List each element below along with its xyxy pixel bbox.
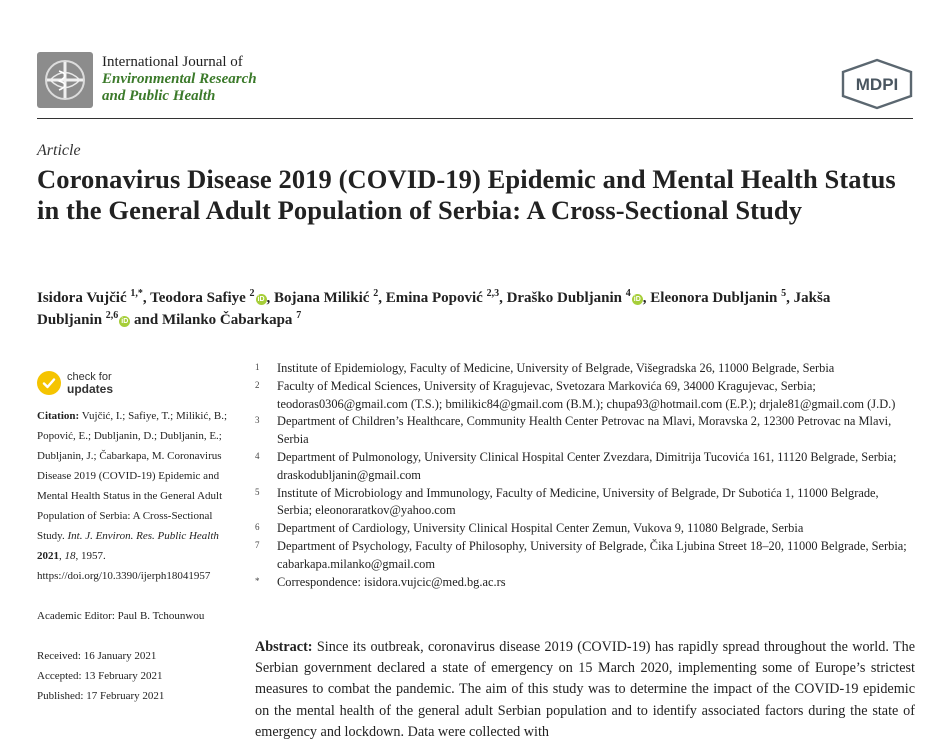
author-affiliation-sup: 2 bbox=[373, 288, 379, 299]
affiliation-number: 1 bbox=[255, 362, 260, 372]
citation-text: Vujčić, I.; Safiye, T.; Milikić, B.; Popović, E.; Dubljanin, D.; Dubljanin, E.; Dubljanin, J.; Čabarkapa, M. Coronavirus Disease 2019 (COVID-19) Epidemic and Mental Health Status in the General Adult Population of Serbia: A Cross-Sectional Study. bbox=[37, 410, 228, 542]
abstract bbox=[255, 637, 915, 743]
author[interactable] bbox=[274, 290, 378, 306]
affiliation-number: 2 bbox=[255, 379, 260, 390]
header-divider bbox=[37, 118, 913, 119]
author-name: Eleonora Dubljanin bbox=[650, 290, 778, 306]
affiliation-text: Department of Psychology, Faculty of Philosophy, University of Belgrade, Čika Ljubina Street 18–20, 11000 Belgrade, Serbia; cabarkapa.milanko@gmail.com bbox=[277, 538, 907, 571]
journal-header bbox=[37, 48, 913, 116]
citation-volume: 18 bbox=[64, 550, 76, 562]
affiliation-item bbox=[255, 520, 915, 538]
affiliation-text: Department of Pulmonology, University Clinical Hospital Center Zvezdara, Dimitrija Tucovića 161, 11120 Belgrade, Serbia; draskodubljanin@gmail.com bbox=[277, 449, 897, 482]
author-name: Bojana Milikić bbox=[274, 290, 370, 306]
mdpi-logo-icon[interactable] bbox=[841, 58, 913, 110]
affiliation-number: 6 bbox=[255, 522, 260, 533]
affiliation-text: Institute of Epidemiology, Faculty of Medicine, University of Belgrade, Višegradska 26, 11000 Belgrade, Serbia bbox=[277, 361, 835, 375]
author-name: Isidora Vujčić bbox=[37, 290, 127, 306]
affiliation-item bbox=[255, 449, 915, 485]
affiliation-number: * bbox=[255, 575, 260, 586]
orcid-icon[interactable]: iD bbox=[633, 296, 641, 303]
affiliation-item bbox=[255, 538, 915, 574]
article-type: Article bbox=[37, 142, 81, 159]
affiliation-text: Department of Cardiology, University Clinical Hospital Center Zemun, Vukova 9, 11080 Belgrade, Serbia bbox=[277, 521, 804, 536]
publisher-name: MDPI bbox=[855, 75, 899, 94]
citation: Citation: Vujčić, I.; Safiye, T.; Milikić, B.; Popović, E.; Dubljanin, D.; Dubljanin, E.; Dubljanin, J.; Čabarkapa, M. Coronavirus Disease 2019 (COVID-19) Epidemic and Mental Health Status in the General Adult Population of Serbia: A Cross-Sectional Study. Int. J. Environ. Res. Public Health 2021, 18, 1957. https://doi.org/10.3390/ijerph18041957 bbox=[37, 410, 228, 582]
affiliation-number: 7 bbox=[255, 539, 260, 550]
received-date: Received: 16 January 2021 bbox=[37, 650, 157, 662]
article-title: Coronavirus Disease 2019 (COVID-19) Epidemic and Mental Health Status in the General Adult Population of Serbia: A Cross-Sectional Study bbox=[37, 164, 896, 225]
affiliation-item bbox=[255, 360, 915, 378]
checkmark-icon bbox=[37, 371, 61, 395]
affiliation-text: Institute of Microbiology and Immunology, Faculty of Medicine, University of Belgrade, Dr Subotića 1, 11000 Belgrade, Serbia; eleonoraratkov@yahoo.com bbox=[277, 485, 879, 518]
accepted-date: Accepted: 13 February 2021 bbox=[37, 670, 163, 682]
author[interactable] bbox=[150, 290, 266, 306]
author-affiliation-sup: 1,* bbox=[130, 288, 143, 299]
author-affiliation-sup: 2,3 bbox=[486, 288, 500, 299]
author-name: Milanko Čabarkapa bbox=[161, 312, 293, 328]
journal-logo-icon bbox=[37, 52, 93, 108]
sidebar bbox=[37, 368, 242, 706]
author-name: Draško Dubljanin bbox=[506, 290, 623, 306]
affiliation-item bbox=[255, 574, 915, 592]
affiliation-number: 3 bbox=[255, 415, 260, 426]
check-line2: updates bbox=[67, 382, 114, 396]
check-for-updates-button[interactable] bbox=[37, 368, 242, 398]
author[interactable] bbox=[162, 312, 301, 328]
affiliation-item bbox=[255, 413, 915, 449]
citation-doi-link[interactable]: https://doi.org/10.3390/ijerph18041957 bbox=[37, 570, 211, 582]
author-affiliation-sup: 2,6 bbox=[105, 310, 119, 321]
citation-year: 2021 bbox=[37, 550, 59, 562]
dates bbox=[37, 646, 242, 706]
author-name: Teodora Safiye bbox=[150, 290, 246, 306]
author-affiliation-sup: 5 bbox=[781, 288, 787, 299]
journal-name-line3: and Public Health bbox=[102, 88, 216, 104]
journal-name bbox=[102, 54, 257, 105]
journal-name-line1: International Journal of bbox=[102, 54, 243, 70]
orcid-icon[interactable]: iD bbox=[121, 318, 129, 325]
orcid-icon[interactable]: iD bbox=[257, 296, 265, 303]
affiliation-text: Department of Children’s Healthcare, Community Health Center Petrovac na Mlavi, Moravska 2, 12300 Petrovac na Mlavi, Serbia bbox=[277, 414, 892, 447]
author-name: Emina Popović bbox=[385, 290, 483, 306]
abstract-text: Since its outbreak, coronavirus disease 2019 (COVID-19) has rapidly spread throughout the world. The Serbian government declared a state of emergency on 15 March 2020, implementing some of Europe’s strictest measures to combat the pandemic. The aim of this study was to determine the impact of the COVID-19 epidemic on the mental health of the general adult Serbian population and to identify associated factors during the state of emergency and lockdown. Data were collected with bbox=[255, 639, 915, 740]
affiliation-number: 4 bbox=[255, 450, 260, 461]
affiliation-item bbox=[255, 485, 915, 521]
affiliation-number: 5 bbox=[255, 486, 260, 497]
abstract-label: Abstract: bbox=[255, 639, 313, 655]
affiliation-text: Correspondence: isidora.vujcic@med.bg.ac.rs bbox=[277, 574, 506, 589]
check-for-updates-label bbox=[67, 371, 113, 395]
author[interactable] bbox=[37, 290, 143, 306]
journal-name-line2: Environmental Research bbox=[102, 71, 257, 87]
citation-label: Citation: bbox=[37, 410, 80, 422]
published-date: Published: 17 February 2021 bbox=[37, 690, 165, 702]
author-name: Jakša Dubljanin bbox=[37, 290, 831, 328]
author[interactable] bbox=[507, 290, 643, 306]
citation-journal: Int. J. Environ. Res. Public Health bbox=[67, 530, 219, 542]
affiliation-item bbox=[255, 378, 915, 414]
author-list: Isidora Vujčić $^{1,*}$, Teodora Safiye $^2$iD , Bojana Milikić $^2$, Emina Popović $^{2,3}$, Draško Dubljanin $^4$iD , Eleonora Dubljanin $^5$, Jakša Dubljanin $^{2,6}$iD and Milanko Čabarkapa $^7$ bbox=[37, 288, 831, 328]
academic-editor: Academic Editor: Paul B. Tchounwou bbox=[37, 610, 205, 622]
affiliations bbox=[255, 360, 915, 591]
author-affiliation-sup: 4 bbox=[625, 288, 631, 299]
check-line1: check for bbox=[67, 371, 112, 383]
citation-pages: 1957. bbox=[81, 550, 106, 562]
author-affiliation-sup: 2 bbox=[249, 288, 255, 299]
author[interactable] bbox=[386, 290, 499, 306]
affiliation-text: Faculty of Medical Sciences, University of Kragujevac, Svetozara Markovića 69, 34000 Kragujevac, Serbia; teodoras0306@gmail.com (T.S.); bmilikic84@gmail.com (B.M.); chupa93@hotmail.com (E.P.); drjale81@gmail.com (J.D.) bbox=[277, 378, 896, 411]
author[interactable] bbox=[650, 290, 786, 306]
author-affiliation-sup: 7 bbox=[296, 310, 302, 321]
